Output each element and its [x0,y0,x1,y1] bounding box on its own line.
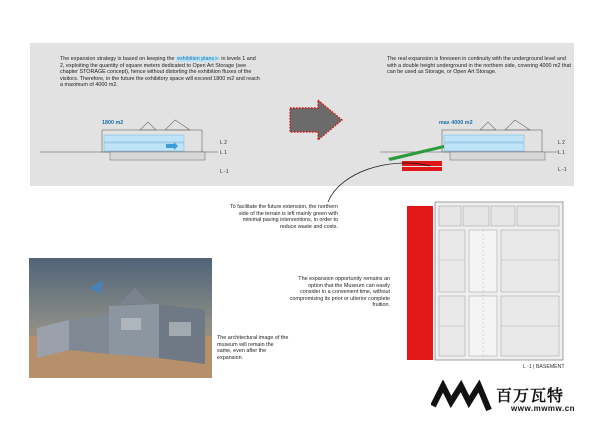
strategy-text-start: The expansion strategy is based on keeping the [60,56,175,62]
mw-logo-icon [431,380,493,416]
opportunity-note: The expansion opportunity remains an option that the Museum can easily consider in a convenient time, without compromising its prior or ulterior complete fruition. [289,276,390,309]
left-level-l2: L 2 [220,140,228,146]
highlight-arrow-icon: ▶ [215,56,220,62]
basement-plan-label: L -1 | BASEMENT [523,364,565,370]
watermark-url: www.mwmw.cn [511,404,576,413]
left-level-l1: L 1 [220,150,228,156]
expansion-arrow-icon [288,99,344,141]
exhibition-plans-highlight: exhibition plans [176,56,215,62]
right-level-l2: L 2 [558,140,566,146]
left-level-l-1: L -1 [220,169,229,175]
right-level-l1: L 1 [558,150,566,156]
right-expansion-text: The real expansion is foreseen in continuity with the underground level and with a double height underground in the northern side, covering 4000 m2 that can be used as Storage, or Open Art Storage. [387,56,572,76]
strategy-text-rest: in levels 1 and 2, exploiting the quantity of square meters dedicated to Open Art Storage (see chapter STORAGE concept), hence without distorting the exhibition fluxes of the visitors. Therefore, in the future the exhibitory space will exceed 1800 m2 and reach a maximum of 4000 m2. [60,56,260,89]
terrain-note: To facilitate the future extension, the northern side of the terrain is left mainly green with minimal paving interventions, in order to reduce waste and costs. [230,204,338,230]
area-1800-label: 1800 m2 [102,120,124,126]
watermark-chinese: 百万瓦特 [496,386,565,405]
left-section-drawing [40,118,220,176]
museum-rendering-image [29,258,212,378]
area-4000-label: max 4000 m2 [439,120,473,126]
left-strategy-text [60,56,260,89]
right-level-l-1: L -1 [558,167,567,173]
basement-plan [407,200,567,362]
image-note: The architectural image of the museum will remain the same, even after the expansion. [217,335,289,361]
